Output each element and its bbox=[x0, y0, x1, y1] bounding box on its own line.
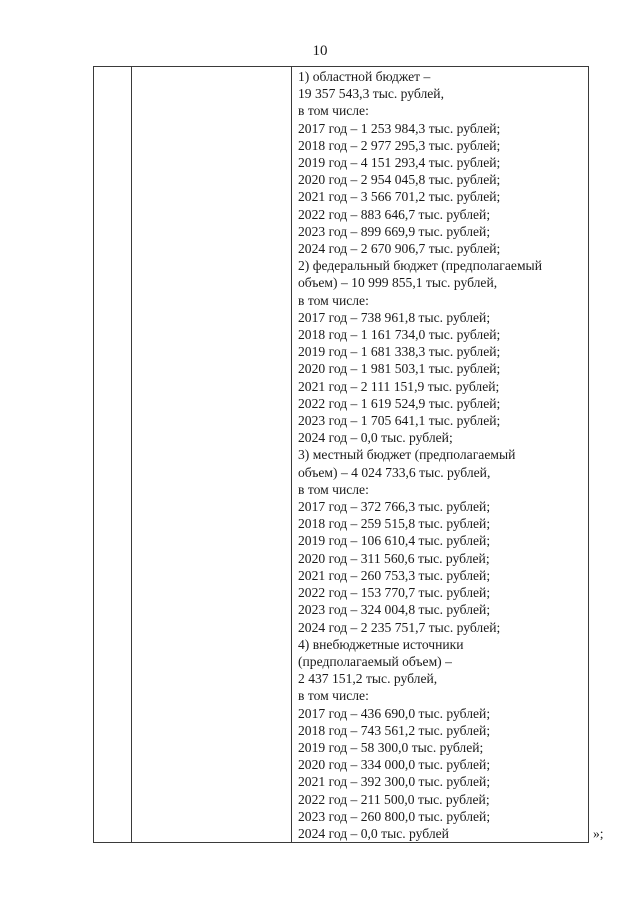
text-line: 2023 год – 1 705 641,1 тыс. рублей; bbox=[298, 413, 501, 429]
text-line: 2019 год – 58 300,0 тыс. рублей; bbox=[298, 739, 484, 755]
text-line: 2024 год – 0,0 тыс. рублей bbox=[298, 825, 449, 841]
text-line: 2020 год – 1 981 503,1 тыс. рублей; bbox=[298, 361, 501, 377]
text-line: 2022 год – 211 500,0 тыс. рублей; bbox=[298, 791, 490, 807]
text-line: в том числе: bbox=[298, 688, 369, 704]
text-line: 1) областной бюджет – bbox=[298, 69, 431, 84]
text-line: объем) – 10 999 855,1 тыс. рублей, bbox=[298, 275, 498, 291]
number-cell bbox=[94, 67, 132, 843]
text-line: 2020 год – 311 560,6 тыс. рублей; bbox=[298, 550, 490, 566]
page-number: 10 bbox=[312, 43, 328, 59]
text-line: 2018 год – 1 161 734,0 тыс. рублей; bbox=[298, 327, 501, 343]
funding-details-cell bbox=[292, 67, 589, 843]
text-line: в том числе: bbox=[298, 103, 369, 119]
text-line: 4) внебюджетные источники bbox=[298, 636, 464, 652]
label-cell bbox=[132, 67, 292, 843]
text-line: 2017 год – 436 690,0 тыс. рублей; bbox=[298, 705, 491, 721]
text-line: 2019 год – 106 610,4 тыс. рублей; bbox=[298, 533, 491, 549]
text-line: 2024 год – 0,0 тыс. рублей; bbox=[298, 430, 453, 446]
text-line: 2023 год – 899 669,9 тыс. рублей; bbox=[298, 223, 491, 239]
text-line: 2021 год – 3 566 701,2 тыс. рублей; bbox=[298, 189, 501, 205]
text-line: 2) федеральный бюджет (предполагаемый bbox=[298, 258, 542, 274]
closing-quote-mark: »; bbox=[593, 826, 604, 841]
text-line: 2020 год – 334 000,0 тыс. рублей; bbox=[298, 757, 491, 773]
text-line: 3) местный бюджет (предполагаемый bbox=[298, 447, 516, 463]
text-line: 19 357 543,3 тыс. рублей, bbox=[298, 86, 444, 102]
text-line: 2017 год – 1 253 984,3 тыс. рублей; bbox=[298, 120, 501, 136]
text-line: (предполагаемый объем) – bbox=[298, 653, 452, 669]
text-line: 2022 год – 153 770,7 тыс. рублей; bbox=[298, 585, 491, 601]
text-line: в том числе: bbox=[298, 292, 369, 308]
text-line: 2021 год – 2 111 151,9 тыс. рублей; bbox=[298, 378, 500, 394]
text-line: 2022 год – 883 646,7 тыс. рублей; bbox=[298, 206, 491, 222]
text-line: 2019 год – 4 151 293,4 тыс. рублей; bbox=[298, 155, 501, 171]
text-line: в том числе: bbox=[298, 481, 369, 497]
text-line: 2018 год – 743 561,2 тыс. рублей; bbox=[298, 722, 491, 738]
text-line: 2018 год – 2 977 295,3 тыс. рублей; bbox=[298, 137, 501, 153]
text-line: 2024 год – 2 235 751,7 тыс. рублей; bbox=[298, 619, 501, 635]
funding-lines bbox=[292, 67, 588, 842]
text-line: 2020 год – 2 954 045,8 тыс. рублей; bbox=[298, 172, 501, 188]
text-line: 2018 год – 259 515,8 тыс. рублей; bbox=[298, 516, 491, 532]
text-line: объем) – 4 024 733,6 тыс. рублей, bbox=[298, 464, 491, 480]
text-line: 2017 год – 372 766,3 тыс. рублей; bbox=[298, 499, 491, 515]
funding-table bbox=[93, 66, 589, 843]
table-row bbox=[94, 67, 589, 843]
text-line: 2023 год – 324 004,8 тыс. рублей; bbox=[298, 602, 491, 618]
text-line: 2024 год – 2 670 906,7 тыс. рублей; bbox=[298, 241, 501, 257]
text-line: 2017 год – 738 961,8 тыс. рублей; bbox=[298, 309, 491, 325]
text-line: 2021 год – 260 753,3 тыс. рублей; bbox=[298, 567, 491, 583]
text-line: 2 437 151,2 тыс. рублей, bbox=[298, 671, 438, 687]
text-line: 2021 год – 392 300,0 тыс. рублей; bbox=[298, 774, 491, 790]
text-line: 2022 год – 1 619 524,9 тыс. рублей; bbox=[298, 395, 501, 411]
text-line: 2019 год – 1 681 338,3 тыс. рублей; bbox=[298, 344, 501, 360]
text-line: 2023 год – 260 800,0 тыс. рублей; bbox=[298, 808, 491, 824]
